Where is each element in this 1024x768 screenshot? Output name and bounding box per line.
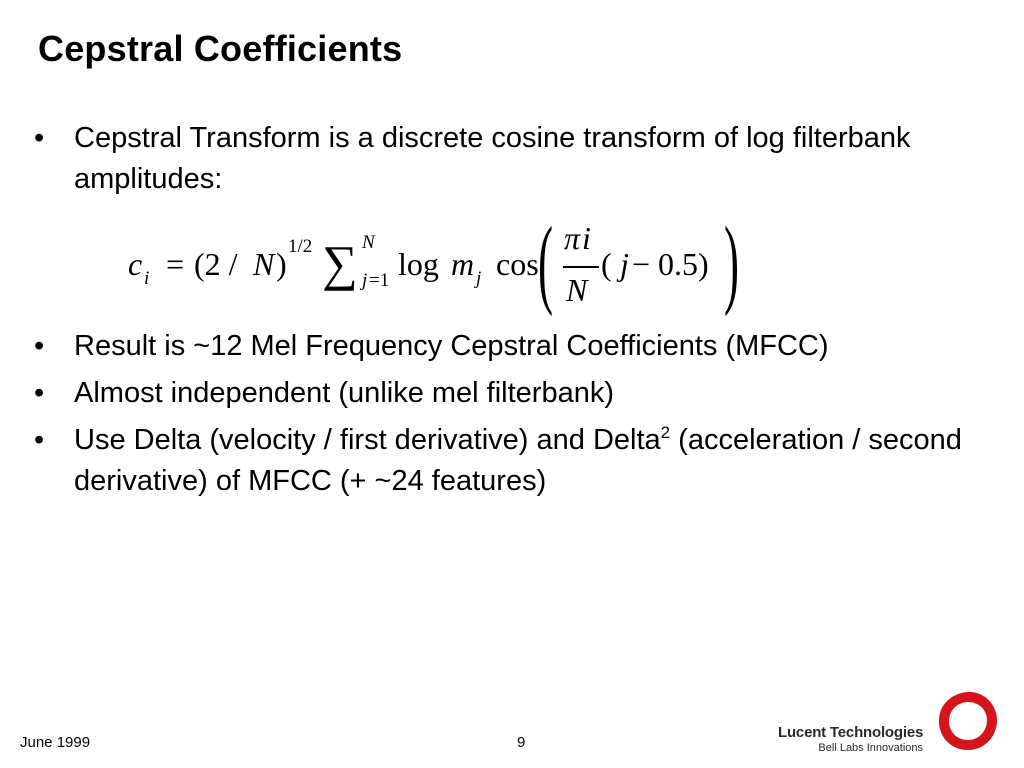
eq-log: log	[398, 246, 439, 282]
eq-big-paren-left: (	[538, 206, 553, 317]
eq-sum-lower-rest: =1	[369, 270, 390, 291]
superscript: 2	[660, 423, 671, 442]
bullet-item	[30, 118, 1005, 200]
bullet-text	[74, 420, 1005, 502]
eq-m: m	[451, 246, 475, 282]
bullet-marker: •	[34, 122, 45, 154]
bullet-item	[30, 373, 1005, 414]
footer-date: June 1999	[20, 734, 91, 751]
eq-denominator: N	[566, 272, 588, 308]
eq-equals: =	[166, 246, 185, 282]
eq-paren-term: (2 /	[194, 246, 238, 282]
logo-name: Lucent Technologies	[778, 724, 924, 741]
eq-numerator-pi: π	[564, 220, 581, 256]
bullet-text: Result is ~12 Mel Frequency Cepstral Coefficients (MFCC)	[74, 330, 829, 362]
eq-arg-rest: − 0.5)	[632, 246, 709, 282]
bullet-marker: •	[34, 377, 45, 409]
bullet-item	[30, 326, 1005, 367]
bullet-text: Cepstral Transform is a discrete cosine transform of log filterbank amplitudes:	[74, 122, 911, 195]
lucent-ring-logo-icon	[935, 688, 1001, 754]
cepstral-equation	[128, 206, 748, 317]
eq-sum-sign: ∑	[322, 235, 358, 291]
eq-c-subscript: i	[144, 268, 150, 289]
eq-sum-lower-j: j	[362, 270, 368, 291]
bullet-text-after: (acceleration / second derivative) of MFCC (+ ~24 features)	[74, 424, 962, 497]
slide-title: Cepstral Coefficients	[38, 28, 403, 69]
bullet-text: Almost independent (unlike mel filterbank)	[74, 377, 614, 409]
page-number: 9	[517, 734, 526, 751]
eq-arg-open: (	[601, 246, 612, 282]
eq-big-paren-right: )	[724, 206, 739, 317]
eq-exponent: 1/2	[288, 236, 313, 257]
eq-arg-j: j	[620, 246, 629, 282]
eq-cos: cos	[496, 246, 539, 282]
lucent-logo-text	[778, 724, 923, 754]
logo-tagline: Bell Labs Innovations	[818, 742, 923, 754]
bullet-item	[30, 420, 1005, 502]
eq-numerator-i: i	[582, 220, 591, 256]
bullet-list	[30, 118, 1005, 508]
bullet-marker: •	[34, 330, 45, 362]
eq-N: N	[253, 246, 275, 282]
eq-sum-upper: N	[362, 232, 375, 253]
bullet-marker: •	[34, 424, 45, 456]
eq-fraction-bar	[563, 266, 599, 268]
eq-c: c	[128, 246, 143, 282]
eq-m-subscript: j	[476, 268, 482, 289]
bullet-text-before: Use Delta (velocity / first derivative) and Delta	[74, 424, 661, 456]
eq-paren-close: )	[276, 246, 287, 282]
